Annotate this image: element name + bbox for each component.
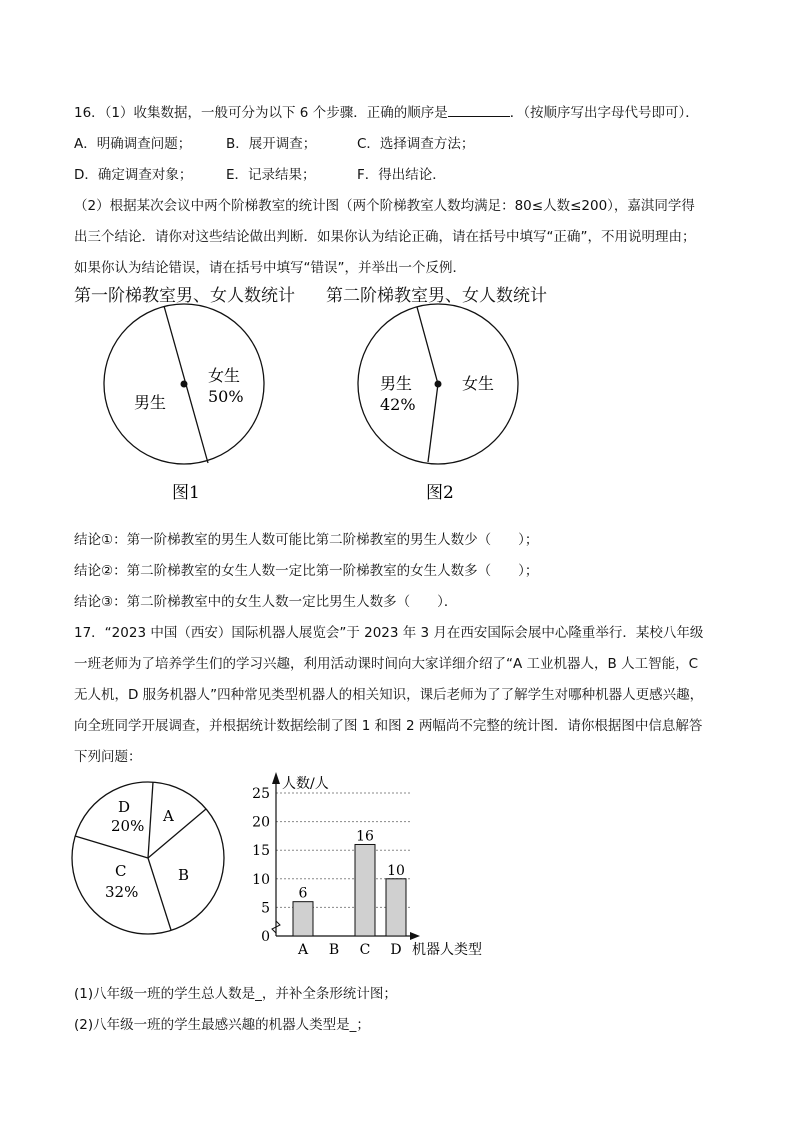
- q16-part2-line2: 出三个结论．请你对这些结论做出判断．如果你认为结论正确，请在括号中填写“正确”，不用说明理由；: [74, 229, 696, 245]
- robot-pie-divider-da: [148, 782, 153, 858]
- robot-pie-label-a: A: [163, 807, 174, 825]
- conclusion-3: 结论③：第二阶梯教室中的女生人数一定比男生人数多（ ）．: [74, 594, 458, 610]
- q16-part2-line1: （2）根据某次会议中两个阶梯教室的统计图（两个阶梯教室人数均满足：80≤人数≤200），嘉淇同学得: [74, 198, 695, 214]
- q17-question-1: (1)八年级一班的学生总人数是_，并补全条形统计图；: [74, 986, 397, 1002]
- option-c: C．选择调查方法；: [357, 136, 475, 152]
- q17-question-2: (2)八年级一班的学生最感兴趣的机器人类型是_；: [74, 1017, 370, 1033]
- x-axis-label: 机器人类型: [412, 942, 482, 958]
- bar-a: [293, 902, 313, 936]
- q17-line5: 下列问题：: [74, 749, 142, 765]
- robot-pie-divider-cd: [75, 836, 148, 858]
- pie2-caption: 图2: [426, 483, 454, 503]
- classroom-pie-charts: [0, 0, 800, 520]
- q17-line2: 一班老师为了培养学生们的学习兴趣，利用活动课时间向大家详细介绍了“A 工业机器人，B 人工智能，C: [74, 656, 698, 672]
- pie1-center: [181, 381, 188, 388]
- x-tick-label-d: D: [390, 942, 402, 958]
- pie2-male-pct: 42%: [380, 395, 416, 414]
- y-axis-label: 人数/人: [282, 776, 329, 792]
- pie2-male-label: 男生: [380, 374, 413, 393]
- pie1-caption: 图1: [172, 483, 200, 503]
- conclusion-2: 结论②：第二阶梯教室的女生人数一定比第一阶梯教室的女生人数多（ ）；: [74, 563, 539, 579]
- robot-bar-chart: [252, 772, 482, 958]
- robot-charts: [0, 770, 520, 970]
- option-a: A．明确调查问题；: [74, 136, 192, 152]
- q17-line1: 17．“2023 中国（西安）国际机器人展览会”于 2023 年 3 月在西安国际会展中心隆重举行．某校八年级: [74, 625, 704, 641]
- chart1-title: 第一阶梯教室男、女人数统计: [74, 286, 295, 306]
- bar-d: [386, 879, 406, 936]
- option-f: F．得出结论．: [357, 167, 446, 183]
- x-tick-label-a: A: [297, 942, 309, 958]
- y-tick-label: 10: [252, 871, 270, 888]
- data-label-d: 10: [387, 862, 405, 879]
- y-tick-label: 0: [261, 929, 270, 945]
- bar-c: [355, 844, 375, 936]
- robot-pie-divider-bc: [148, 858, 171, 930]
- conclusion-1: 结论①：第一阶梯教室的男生人数可能比第二阶梯教室的男生人数少（ ）；: [74, 532, 539, 548]
- robot-pie-label-c: C: [115, 862, 127, 880]
- data-label-a: 6: [298, 885, 308, 902]
- q17-line4: 向全班同学开展调查，并根据统计数据绘制了图 1 和图 2 两幅尚不完整的统计图．请你根据图中信息解答: [74, 718, 703, 734]
- pie2-female-label: 女生: [462, 374, 495, 393]
- x-tick-label-b: B: [328, 942, 340, 958]
- option-e: E．记录结果；: [226, 167, 316, 183]
- pie1-female-pct: 50%: [208, 387, 244, 406]
- x-axis-arrow: [410, 932, 420, 940]
- q17-line3: 无人机，D 服务机器人”四种常见类型机器人的相关知识，课后老师为了了解学生对哪种机器人更感兴趣，: [74, 687, 704, 703]
- pie1-male-label: 男生: [134, 393, 167, 412]
- q16-part2-line3: 如果你认为结论错误，请在括号中填写“错误”，并举出一个反例．: [74, 260, 466, 276]
- pie2-divider-top: [417, 307, 438, 384]
- pie2-divider-bottom: [428, 384, 438, 462]
- x-tick-label-c: C: [359, 942, 371, 958]
- robot-pie-label-b: B: [178, 866, 190, 884]
- pie2-center: [435, 381, 442, 388]
- robot-pie-label-d: D: [118, 798, 131, 816]
- robot-pie-divider-ab: [148, 809, 206, 858]
- q16-line1: 16．（1）收集数据，一般可分为以下 6 个步骤．正确的顺序是 ．（按顺序写出字母代号即可）．: [74, 101, 699, 121]
- y-tick-label: 5: [261, 900, 270, 917]
- y-axis-arrow: [272, 772, 280, 784]
- option-b: B．展开调查；: [226, 136, 317, 152]
- robot-pie-pct-d: 20%: [111, 817, 145, 835]
- pie1-female-label: 女生: [208, 366, 241, 385]
- y-tick-label: 15: [252, 843, 270, 860]
- chart2-title: 第二阶梯教室男、女人数统计: [326, 286, 547, 306]
- y-tick-label: 25: [252, 786, 270, 802]
- robot-pie-pct-c: 32%: [105, 883, 139, 901]
- robot-pie: [72, 782, 224, 934]
- data-label-c: 16: [356, 828, 374, 845]
- option-d: D．确定调查对象；: [74, 167, 193, 183]
- y-tick-label: 20: [252, 814, 270, 831]
